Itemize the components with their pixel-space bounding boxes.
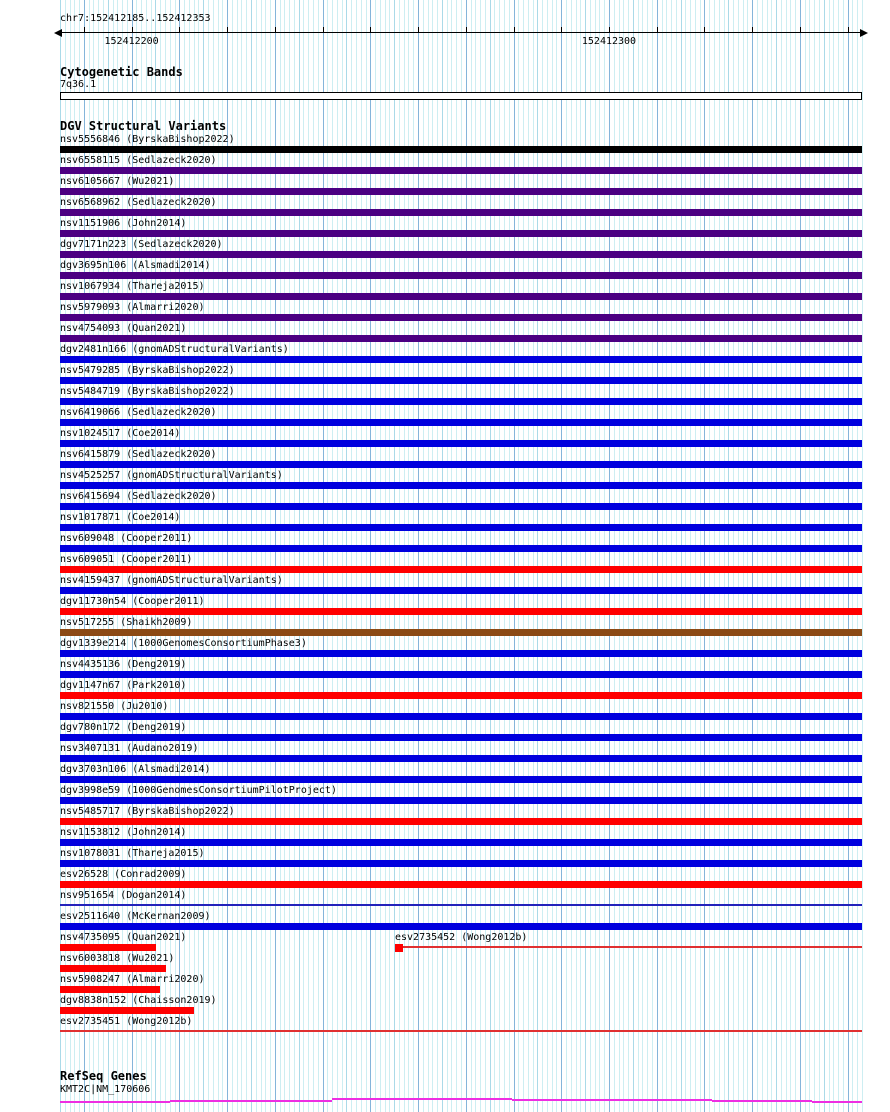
variant-bar[interactable] bbox=[60, 209, 862, 216]
variant-label[interactable]: esv26528 (Conrad2009) bbox=[60, 869, 187, 880]
variant-bar[interactable] bbox=[60, 398, 862, 405]
variant-label[interactable]: nsv5908247 (Almarri2020) bbox=[60, 974, 205, 985]
variant-label[interactable]: nsv5556846 (ByrskaBishop2022) bbox=[60, 134, 235, 145]
ruler-arrow-right-icon[interactable] bbox=[860, 29, 868, 37]
variant-bar[interactable] bbox=[60, 860, 862, 867]
variant-label[interactable]: nsv1153812 (John2014) bbox=[60, 827, 187, 838]
variant-label[interactable]: nsv6415694 (Sedlazeck2020) bbox=[60, 491, 217, 502]
variant-label[interactable]: dgv7171n223 (Sedlazeck2020) bbox=[60, 239, 223, 250]
section-title-refseq: RefSeq Genes bbox=[60, 1069, 147, 1083]
ruler-tick bbox=[132, 27, 133, 33]
variant-bar[interactable] bbox=[60, 965, 166, 972]
variant-label[interactable]: nsv6415879 (Sedlazeck2020) bbox=[60, 449, 217, 460]
variant-label[interactable]: nsv1017871 (Coe2014) bbox=[60, 512, 181, 523]
variant-bar[interactable] bbox=[60, 545, 862, 552]
grid-line bbox=[862, 0, 863, 1112]
ruler-tick bbox=[418, 27, 419, 33]
variant-bar[interactable] bbox=[60, 419, 862, 426]
gene-line-segment[interactable] bbox=[512, 1099, 712, 1101]
ruler-tick bbox=[466, 27, 467, 33]
variant-label[interactable]: esv2735452 (Wong2012b) bbox=[395, 932, 528, 943]
variant-label[interactable]: nsv517255 (Shaikh2009) bbox=[60, 617, 193, 628]
region-coordinates: chr7:152412185..152412353 bbox=[60, 13, 211, 24]
variant-label[interactable]: esv2511640 (McKernan2009) bbox=[60, 911, 211, 922]
gene-line-segment[interactable] bbox=[170, 1100, 332, 1102]
variant-bar[interactable] bbox=[60, 146, 862, 153]
variant-bar[interactable] bbox=[60, 356, 862, 363]
ruler-tick-label: 152412200 bbox=[104, 36, 159, 47]
variant-label[interactable]: dgv3703n106 (Alsmadi2014) bbox=[60, 764, 211, 775]
variant-label[interactable]: dgv3998e59 (1000GenomesConsortiumPilotProject) bbox=[60, 785, 337, 796]
variant-bar[interactable] bbox=[60, 839, 862, 846]
ruler-tick bbox=[800, 27, 801, 33]
ruler-tick bbox=[514, 27, 515, 33]
variant-line[interactable] bbox=[60, 1030, 862, 1032]
variant-bar[interactable] bbox=[60, 734, 862, 741]
variant-label[interactable]: nsv4435136 (Deng2019) bbox=[60, 659, 187, 670]
cytoband-box[interactable] bbox=[60, 92, 862, 100]
variant-label[interactable]: nsv5484719 (ByrskaBishop2022) bbox=[60, 386, 235, 397]
variant-bar[interactable] bbox=[60, 608, 862, 615]
variant-label[interactable]: dgv3695n106 (Alsmadi2014) bbox=[60, 260, 211, 271]
variant-bar[interactable] bbox=[60, 377, 862, 384]
variant-bar[interactable] bbox=[60, 503, 862, 510]
variant-label[interactable]: nsv951654 (Dogan2014) bbox=[60, 890, 187, 901]
variant-bar[interactable] bbox=[60, 629, 862, 636]
ruler-tick bbox=[227, 27, 228, 33]
variant-bar[interactable] bbox=[60, 776, 862, 783]
variant-label[interactable]: nsv6003818 (Wu2021) bbox=[60, 953, 175, 964]
ruler-tick-label: 152412300 bbox=[581, 36, 637, 47]
section-title-cytobands: Cytogenetic Bands bbox=[60, 65, 183, 79]
variant-label[interactable]: dgv780n172 (Deng2019) bbox=[60, 722, 187, 733]
variant-point[interactable] bbox=[395, 944, 403, 952]
variant-bar[interactable] bbox=[60, 587, 862, 594]
variant-label[interactable]: nsv5485717 (ByrskaBishop2022) bbox=[60, 806, 235, 817]
variant-bar[interactable] bbox=[60, 482, 862, 489]
ruler-tick bbox=[275, 27, 276, 33]
variant-bar[interactable] bbox=[60, 524, 862, 531]
variant-label[interactable]: nsv4525257 (gnomADStructuralVariants) bbox=[60, 470, 283, 481]
ruler-tick bbox=[370, 27, 371, 33]
variant-label[interactable]: nsv1024517 (Coe2014) bbox=[60, 428, 181, 439]
ruler-tick bbox=[84, 27, 85, 33]
variant-bar[interactable] bbox=[60, 755, 862, 762]
variant-bar[interactable] bbox=[60, 671, 862, 678]
gene-line-segment[interactable] bbox=[812, 1101, 862, 1103]
variant-label[interactable]: nsv4159437 (gnomADStructuralVariants) bbox=[60, 575, 283, 586]
gene-line-segment[interactable] bbox=[60, 1101, 170, 1103]
variant-bar[interactable] bbox=[60, 566, 862, 573]
variant-bar[interactable] bbox=[60, 188, 862, 195]
variant-bar[interactable] bbox=[60, 692, 862, 699]
gene-line-segment[interactable] bbox=[332, 1098, 512, 1100]
variant-bar[interactable] bbox=[60, 230, 862, 237]
variant-bar[interactable] bbox=[60, 461, 862, 468]
ruler-tick bbox=[179, 27, 180, 33]
gene-line-segment[interactable] bbox=[712, 1100, 812, 1102]
variant-label[interactable]: dgv1339e214 (1000GenomesConsortiumPhase3) bbox=[60, 638, 307, 649]
variant-bar[interactable] bbox=[60, 293, 862, 300]
variant-bar[interactable] bbox=[60, 881, 862, 888]
variant-label[interactable]: dgv2481n166 (gnomADStructuralVariants) bbox=[60, 344, 289, 355]
cytoband-label[interactable]: 7q36.1 bbox=[60, 79, 97, 90]
ruler-tick bbox=[704, 27, 705, 33]
variant-label[interactable]: nsv609051 (Cooper2011) bbox=[60, 554, 193, 565]
variant-label[interactable]: nsv6419066 (Sedlazeck2020) bbox=[60, 407, 217, 418]
variant-line[interactable] bbox=[403, 946, 862, 948]
ruler-tick bbox=[752, 27, 753, 33]
variant-label[interactable]: nsv3407131 (Audano2019) bbox=[60, 743, 199, 754]
variant-label[interactable]: nsv4754093 (Quan2021) bbox=[60, 323, 187, 334]
ruler-tick bbox=[848, 27, 849, 33]
variant-line[interactable] bbox=[60, 904, 862, 906]
variant-bar[interactable] bbox=[60, 1007, 194, 1014]
variant-label[interactable]: nsv5479285 (ByrskaBishop2022) bbox=[60, 365, 235, 376]
variant-label[interactable]: nsv1151906 (John2014) bbox=[60, 218, 187, 229]
variant-bar[interactable] bbox=[60, 650, 862, 657]
variant-label[interactable]: dgv1147n67 (Park2010) bbox=[60, 680, 187, 691]
variant-label[interactable]: nsv821550 (Ju2010) bbox=[60, 701, 169, 712]
section-title-dgv: DGV Structural Variants bbox=[60, 119, 227, 133]
ruler-tick bbox=[323, 27, 324, 33]
variant-bar[interactable] bbox=[60, 986, 160, 993]
variant-bar[interactable] bbox=[60, 944, 156, 951]
variant-bar[interactable] bbox=[60, 923, 862, 930]
ruler-tick bbox=[561, 27, 562, 33]
variant-bar[interactable] bbox=[60, 314, 862, 321]
variant-bar[interactable] bbox=[60, 797, 862, 804]
variant-bar[interactable] bbox=[60, 440, 862, 447]
variant-label[interactable]: nsv609048 (Cooper2011) bbox=[60, 533, 193, 544]
variant-bar[interactable] bbox=[60, 272, 862, 279]
variant-label[interactable]: dgv8838n152 (Chaisson2019) bbox=[60, 995, 217, 1006]
ruler-tick bbox=[609, 27, 610, 33]
variant-label[interactable]: nsv5979093 (Almarri2020) bbox=[60, 302, 205, 313]
variant-bar[interactable] bbox=[60, 713, 862, 720]
ruler-tick bbox=[657, 27, 658, 33]
variant-bar[interactable] bbox=[60, 251, 862, 258]
variant-bar[interactable] bbox=[60, 818, 862, 825]
gene-label[interactable]: KMT2C|NM_170606 bbox=[60, 1084, 151, 1095]
variant-label[interactable]: nsv6558115 (Sedlazeck2020) bbox=[60, 155, 217, 166]
variant-label[interactable]: dgv11730n54 (Cooper2011) bbox=[60, 596, 205, 607]
variant-label[interactable]: nsv1078031 (Thareja2015) bbox=[60, 848, 205, 859]
variant-label[interactable]: esv2735451 (Wong2012b) bbox=[60, 1016, 193, 1027]
variant-label[interactable]: nsv6568962 (Sedlazeck2020) bbox=[60, 197, 217, 208]
variant-label[interactable]: nsv1067934 (Thareja2015) bbox=[60, 281, 205, 292]
ruler-arrow-left-icon[interactable] bbox=[54, 29, 62, 37]
variant-bar[interactable] bbox=[60, 167, 862, 174]
variant-label[interactable]: nsv6105667 (Wu2021) bbox=[60, 176, 175, 187]
variant-bar[interactable] bbox=[60, 335, 862, 342]
variant-label[interactable]: nsv4735095 (Quan2021) bbox=[60, 932, 187, 943]
